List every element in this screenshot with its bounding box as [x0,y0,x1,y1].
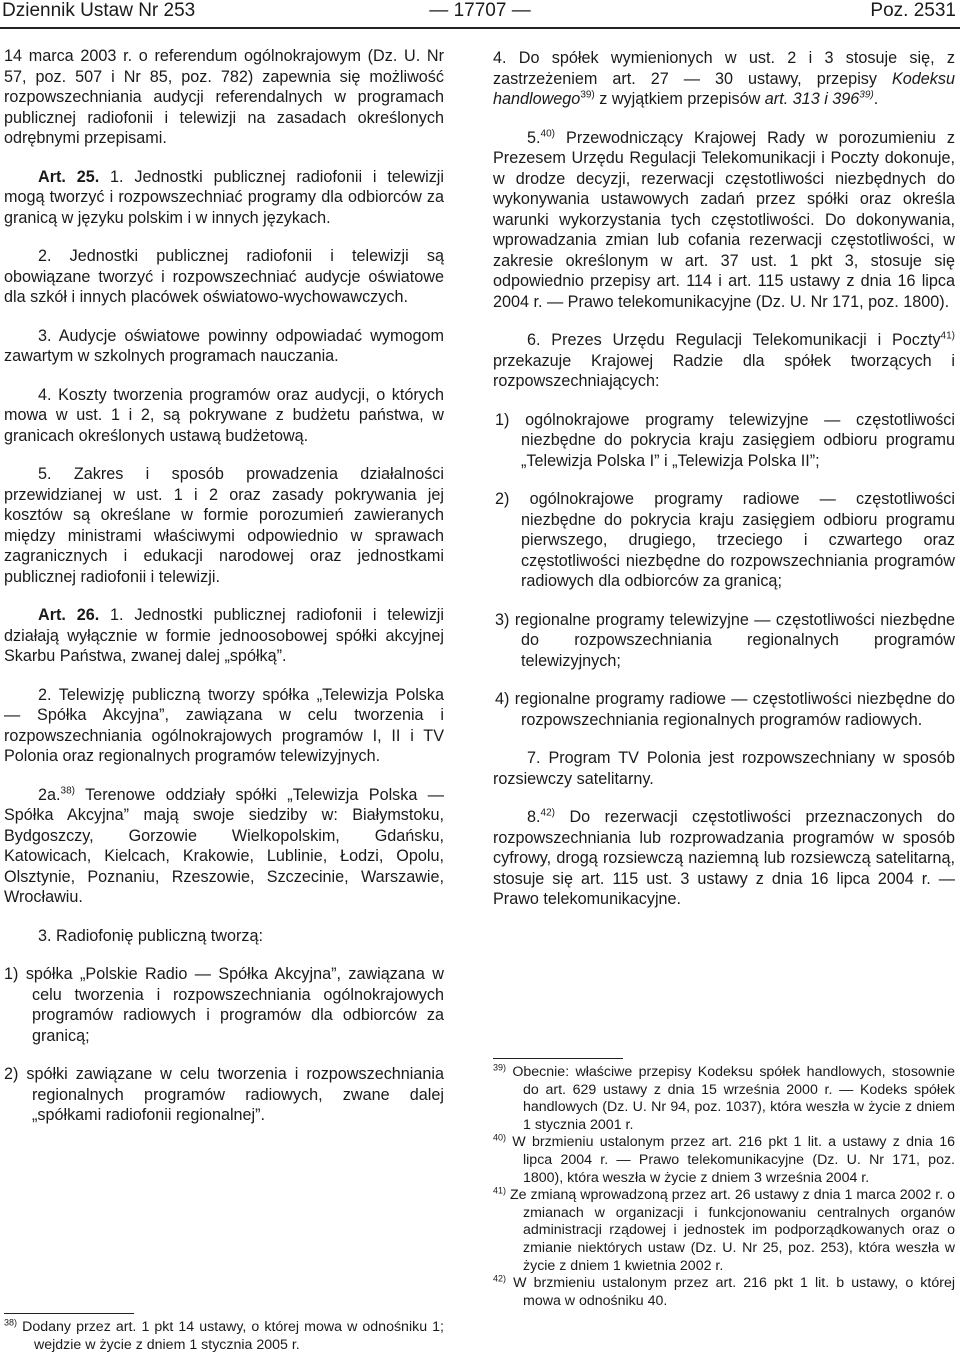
header-rule [0,27,960,29]
par4-italic: Kodeksu handlowego [493,69,955,108]
art26-par6 [493,330,955,392]
par8-text: Do rezerwacji częstotliwości przeznaczonych do rozpowszechniania lub rozprowadzania programów w sposób cyfrowy, drogą rozsiewczą naziemną lub rozsiewczą satelitarną, stosuje się art. 115 ust. 3 ustawy z dnia 16 lipca 2004 r. — Prawo telekomunikacyjne. [493,808,955,908]
footnotes-right [493,1064,955,1310]
footnote [493,1187,955,1275]
art26-par7: 7. Program TV Polonia jest rozpowszechniany w sposób rozsiewczy satelitarny. [493,749,955,788]
art26-par8 [493,807,955,910]
footnote-text: Obecnie: właściwe przepisy Kodeksu spółek handlowych, stosownie do art. 629 ustawy z dnia 15 września 2000 r. — Kodeks spółek handlowych (Dz. U. Nr 94, poz. 1037), która weszła w życie z dniem 1 stycznia 2001 r. [512,1064,955,1133]
footnote-number: 40) [493,1132,507,1143]
par5-text: Przewodniczący Krajowej Rady w porozumieniu z Prezesem Urzędu Regulacji Telekomunikacji i Poczty dokonuje, w drodze decyzji, rezerwacji częstotliwości niezbędnych do wykonywania ustawowych zadań przez spółki oraz określa warunki wykorzystania tych częstotliwości. Do dokonywania, wprowadzania zmian lub cofania rezerwacji częstotliwości, w zakresie określonym w art. 37 ust. 1 pkt 3, stosuje się odpowiednio przepisy art. 114 i art. 115 ustawy z dnia 16 lipca 2004 r. — Prawo telekomunikacyjne (Dz. U. Nr 171, poz. 1800). [493,128,955,311]
footnote-number: 42) [493,1273,507,1284]
art25-par4: 4. Koszty tworzenia programów oraz audycji, o których mowa w ust. 1 i 2, są pokrywane z budżetu państwa, w granicach określonych ustawą budżetową. [4,385,444,445]
art26-par3: 3. Radiofonię publiczną tworzą: [38,926,263,945]
right-list-item-1: 1) ogólnokrajowe programy telewizyjne — częstotliwości niezbędne do pokrycia kraju zasięgiem odbioru programu „Telewizja Polska I” i „Telewizja Polska II”; [495,410,955,470]
footnote-rule-right [493,1058,623,1059]
footnote-text: W brzmieniu ustalonym przez art. 216 pkt 1 lit. a ustawy z dnia 16 lipca 2004 r. — Prawo telekomunikacyjne (Dz. U. Nr 171, poz. 1800), która weszła w życie z dniem 3 września 2004 r. [512,1134,955,1186]
page-number: — 17707 — [429,0,531,21]
footnote-ref-40[interactable]: 40) [540,128,555,140]
art26-par5 [493,128,955,313]
list-item-2: 2) spółki zawiązane w celu tworzenia i rozpowszechniania regionalnych programów radiowych, zwane dalej „spółkami radiofonii regionalnej”. [4,1065,444,1124]
par4-italic-2 [765,90,874,108]
art25-par1-text: 1. Jednostki publicznej radiofonii i telewizji mogą tworzyć i rozpowszechniać programy dla odbiorców za granicą w języku polskim i w innych językach. [4,167,444,227]
par8-number: 8. [527,808,541,826]
art25-par1 [4,167,444,229]
footnote-ref-39b[interactable]: 39) [859,89,874,101]
footnote-ref-41[interactable]: 41) [940,330,955,342]
par2a-number: 2a. [38,785,61,804]
par5-number: 5. [527,128,541,147]
art26-par4 [493,48,955,110]
right-list-item-3: 3) regionalne programy telewizyjne — częstotliwości niezbędne do rozpowszechniania regionalnych programów telewizyjnych; [495,610,955,670]
left-column [4,46,444,1144]
footnote-number: 38) [4,1317,18,1328]
footnote [493,1064,955,1134]
par4-italic-2-text: art. 313 i 396 [764,90,860,108]
art25-par5: 5. Zakres i sposób prowadzenia działalności przewidzianej w ust. 1 i 2 oraz zasady pokrywania jej kosztów są określane w formie porozumień zawieranych między ministrami właściwymi odpowiednio w sprawach zagranicznych i edukacji narodowej oraz jednostkami publicznej radiofonii i telewizji. [4,465,444,586]
art25-label: Art. 25. [38,167,100,186]
footnote-ref-38[interactable]: 38) [60,785,75,797]
art26-par1-text: 1. Jednostki publicznej radiofonii i telewizji działają wyłącznie w formie jednoosobowej spółki akcyjnej Skarbu Państwa, zwanej dalej „spółką”. [4,606,444,665]
art26-par2: 2. Telewizję publiczną tworzy spółka „Telewizja Polska — Spółka Akcyjna”, zawiązana w celu tworzenia i rozpowszechniania ogólnokrajowych programów I, II i TV Polonia oraz regionalnych programów telewizyjnych. [4,685,444,765]
list-item-1: 1) spółka „Polskie Radio — Spółka Akcyjna”, zawiązana w celu tworzenia i rozpowszechniania ogólnokrajowych programów radiowych i programów dla odbiorców za granicą; [4,965,444,1045]
footnote-number: 39) [493,1062,507,1073]
footnote-ref-39[interactable]: 39) [580,89,595,101]
right-list-item-4: 4) regionalne programy radiowe — częstotliwości niezbędne do rozpowszechniania regionalnych programów radiowych. [495,690,955,729]
journal-title: Dziennik Ustaw Nr 253 [2,0,196,21]
right-list-item-2: 2) ogólnokrajowe programy radiowe — częstotliwości niezbędne do pokrycia kraju zasięgiem odbioru programu pierwszego, drugiego, trzeciego i czwartego oraz częstotliwości niezbędne do rozpowszechniania programów radiowych dla odbiorców za granicą; [495,490,955,590]
art25-par2: 2. Jednostki publicznej radiofonii i telewizji są obowiązane tworzyć i rozpowszechniać audycje oświatowe dla szkół i innych placówek oświatowo-wychowawczych. [4,247,444,306]
footnote-text: W brzmieniu ustalonym przez art. 216 pkt 1 lit. b ustawy, o której mowa w odnośniku 40. [513,1275,955,1309]
par4-text-b: z wyjątkiem przepisów [594,90,765,108]
par6-text-a: 6. Prezes Urzędu Regulacji Telekomunikacji i Poczty [527,331,941,349]
art26-par1 [4,605,444,667]
footnote [493,1275,955,1310]
footnote-text: Ze zmianą wprowadzoną przez art. 26 ustawy z dnia 1 marca 2002 r. o zmianach w organizacji i funkcjonowaniu centralnych organów administracji rządowej i jednostek im podporządkowanych oraz o zmianie niektórych ustaw (Dz. U. Nr 25, poz. 253), która weszła w życie z dniem 1 kwietnia 2002 r. [509,1187,955,1274]
par2a-text: Terenowe oddziały spółki „Telewizja Polska — Spółka Akcyjna” mają swoje siedziby w: Białymstoku, Bydgoszczy, Gorzowie Wielkopolskim, Gdańsku, Katowicach, Kielcach, Krakowie, Lublinie, Łodzi, Opolu, Olsztynie, Poznaniu, Rzeszowie, Szczecinie, Warszawie, Wrocławiu. [4,785,444,906]
footnote-rule-left [4,1313,134,1314]
footnote [4,1319,444,1354]
art25-par3: 3. Audycje oświatowe powinny odpowiadać wymogom zawartym w szkolnych programach nauczania. [4,326,444,365]
art26-par2a [4,785,444,908]
art26-label: Art. 26. [38,606,100,624]
paragraph-continued: 14 marca 2003 r. o referendum ogólnokrajowym (Dz. U. Nr 57, poz. 507 i Nr 85, poz. 782) zapewnia się możliwość rozpowszechniania audycji referendalnych w programach publicznej radiofonii i telewizji na zasadach określonych odrębnymi przepisami. [4,47,444,147]
footnote-ref-42[interactable]: 42) [540,807,555,819]
par4-text-a: 4. Do spółek wymienionych w ust. 2 i 3 stosuje się, z zastrzeżeniem art. 27 — 30 ustawy, przepisy [493,49,955,88]
page-header [0,0,960,28]
par4-text-c: . [873,90,879,108]
footnote-number: 41) [493,1185,507,1196]
footnote [493,1134,955,1187]
position-number: Poz. 2531 [870,0,956,21]
right-column [493,48,955,928]
footnotes-left [4,1319,444,1354]
footnote-text: Dodany przez art. 1 pkt 14 ustawy, o której mowa w odnośniku 1; wejdzie w życie z dniem 1 stycznia 2005 r. [22,1319,444,1353]
par6-text-b: przekazuje Krajowej Radzie dla spółek tworzących i rozpowszechniających: [493,351,955,390]
